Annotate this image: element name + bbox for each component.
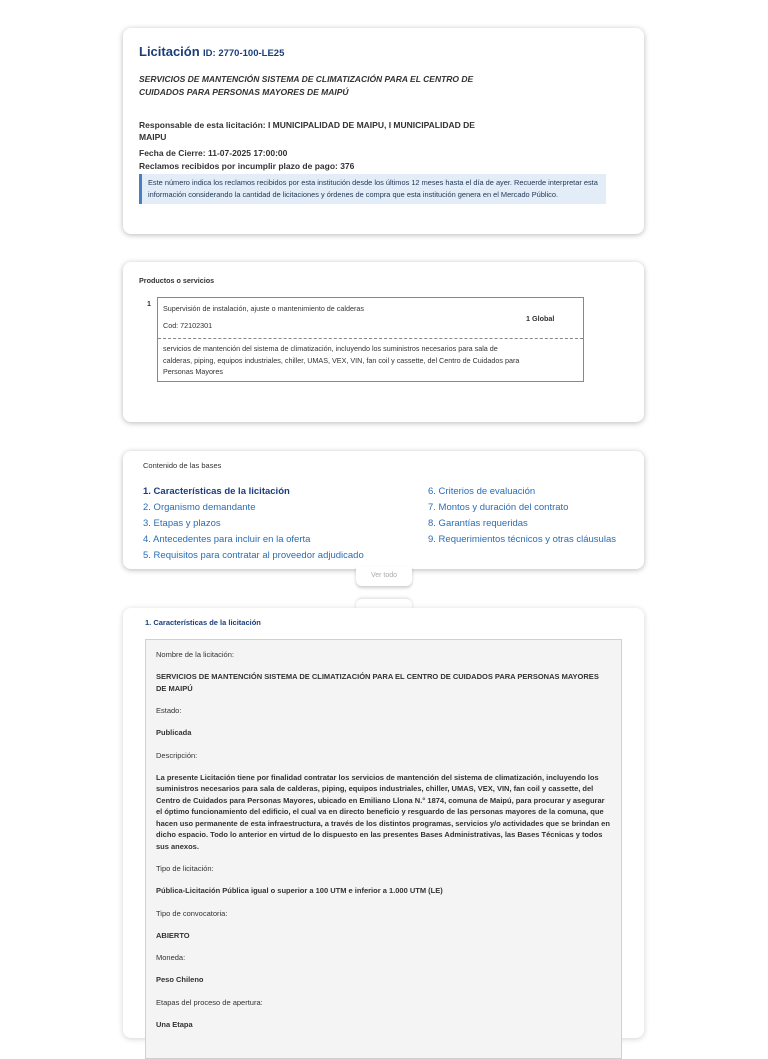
bases-card <box>123 451 644 569</box>
licitacion-header-card <box>123 28 644 234</box>
bases-link-antecedentes[interactable]: 4. Antecedentes para incluir en la oferta <box>143 534 311 545</box>
licitacion-label: Licitación <box>139 44 200 59</box>
productos-card <box>123 262 644 422</box>
moneda-label: Moneda: <box>156 953 186 962</box>
responsable-text: Responsable de esta licitación: I MUNICIPALIDAD DE MAIPU, I MUNICIPALIDAD DE MAIPU <box>139 120 475 142</box>
estado-label: Estado: <box>156 706 182 715</box>
descripcion-label: Descripción: <box>156 750 198 760</box>
product-description: servicios de mantención del sistema de climatización, incluyendo los suministros necesarios para sala de calderas, piping, equipos industriales, chiller, UMAS, VEX, VIN, fan coil y cassette, del Centro de Cuidados para Personas Mayores <box>163 344 520 376</box>
reclamos-info-note: Este número indica los reclamos recibidos por esta institución desde los últimos 12 meses hasta el día de ayer. Recuerde interpretar esta información considerando la cantidad de licitaciones y órdenes de compra que esta institución genera en el Mercado Público. <box>139 174 606 204</box>
ver-todo-button[interactable]: Ver todo <box>356 566 412 586</box>
convocatoria-label: Tipo de convocatoria: <box>156 908 228 918</box>
licitacion-info <box>139 119 628 172</box>
licitacion-id: ID: 2770-100-LE25 <box>203 48 285 59</box>
bases-index <box>143 476 624 560</box>
caracteristicas-title: 1. Características de la licitación <box>145 618 261 627</box>
tipo-label: Tipo de licitación: <box>156 864 214 873</box>
tipo-value: Pública-Licitación Pública igual o superior a 100 UTM e inferior a 1.000 UTM (LE) <box>156 886 443 895</box>
descripcion-value: La presente Licitación tiene por finalidad contratar los servicios de mantención del sistema de climatización, incluyendo los suministros necesarios para sala de calderas, piping, equipos industriales, chiller, UMAS, VEX, VIN, fan coil y cassette, del Centro de Cuidados para Personas Mayores, ubicado en Emiliano Llona N.° 1874, comuna de Maipú, para procurar y asegurar el óptimo funcionamiento del edificio, el cual va en directo beneficio y resguardo de las personas mayores de la comuna, que hacen uso permanente de esta infraestructura, a través de los distintos programas, servicios y/o actividades que se brindan en dicho espacio. Todo lo anterior en virtud de lo dispuesto en las presentes Bases Administrativas, las Bases Técnicas y todos sus anexos. <box>156 772 610 851</box>
product-code: Cod: 72102301 <box>163 321 213 330</box>
product-header <box>158 298 583 339</box>
product-number: 1 <box>147 299 151 308</box>
bases-label: Contenido de las bases <box>143 461 222 470</box>
licitacion-title <box>139 44 628 59</box>
bases-link-montos[interactable]: 7. Montos y duración del contrato <box>428 502 569 513</box>
nombre-label: Nombre de la licitación: <box>156 650 234 659</box>
bases-link-requisitos[interactable]: 5. Requisitos para contratar al proveedor adjudicado <box>143 550 364 561</box>
product-row <box>157 297 584 382</box>
estado-value: Publicada <box>156 728 192 737</box>
reclamos-text: Reclamos recibidos por incumplir plazo de pago: 376 <box>139 161 355 171</box>
productos-label: Productos o servicios <box>139 276 215 285</box>
moneda-value: Peso Chileno <box>156 975 204 984</box>
bases-link-etapas[interactable]: 3. Etapas y plazos <box>143 518 221 529</box>
bases-link-criterios[interactable]: 6. Criterios de evaluación <box>428 486 536 497</box>
product-name: Supervisión de instalación, ajuste o mantenimiento de calderas <box>163 304 364 313</box>
licitacion-name: SERVICIOS DE MANTENCIÓN SISTEMA DE CLIMATIZACIÓN PARA EL CENTRO DE CUIDADOS PARA PERSONAS MAYORES DE MAIPÚ <box>139 74 474 97</box>
caracteristicas-detail <box>145 639 622 1059</box>
product-quantity: 1 Global <box>526 314 555 323</box>
nombre-value: SERVICIOS DE MANTENCIÓN SISTEMA DE CLIMATIZACIÓN PARA EL CENTRO DE CUIDADOS PARA PERSONAS MAYORES DE MAIPÚ <box>156 672 599 693</box>
bases-link-requerimientos[interactable]: 9. Requerimientos técnicos y otras cláusulas <box>428 534 616 545</box>
bases-link-caracteristicas[interactable]: 1. Características de la licitación <box>143 486 290 497</box>
caracteristicas-card <box>123 608 644 1038</box>
fecha-cierre-text: Fecha de Cierre: 11-07-2025 17:00:00 <box>139 148 288 158</box>
bases-link-organismo[interactable]: 2. Organismo demandante <box>143 502 256 513</box>
convocatoria-value: ABIERTO <box>156 930 190 940</box>
etapas-label: Etapas del proceso de apertura: <box>156 997 263 1007</box>
bases-link-garantias[interactable]: 8. Garantías requeridas <box>428 518 528 529</box>
etapas-value: Una Etapa <box>156 1019 193 1029</box>
